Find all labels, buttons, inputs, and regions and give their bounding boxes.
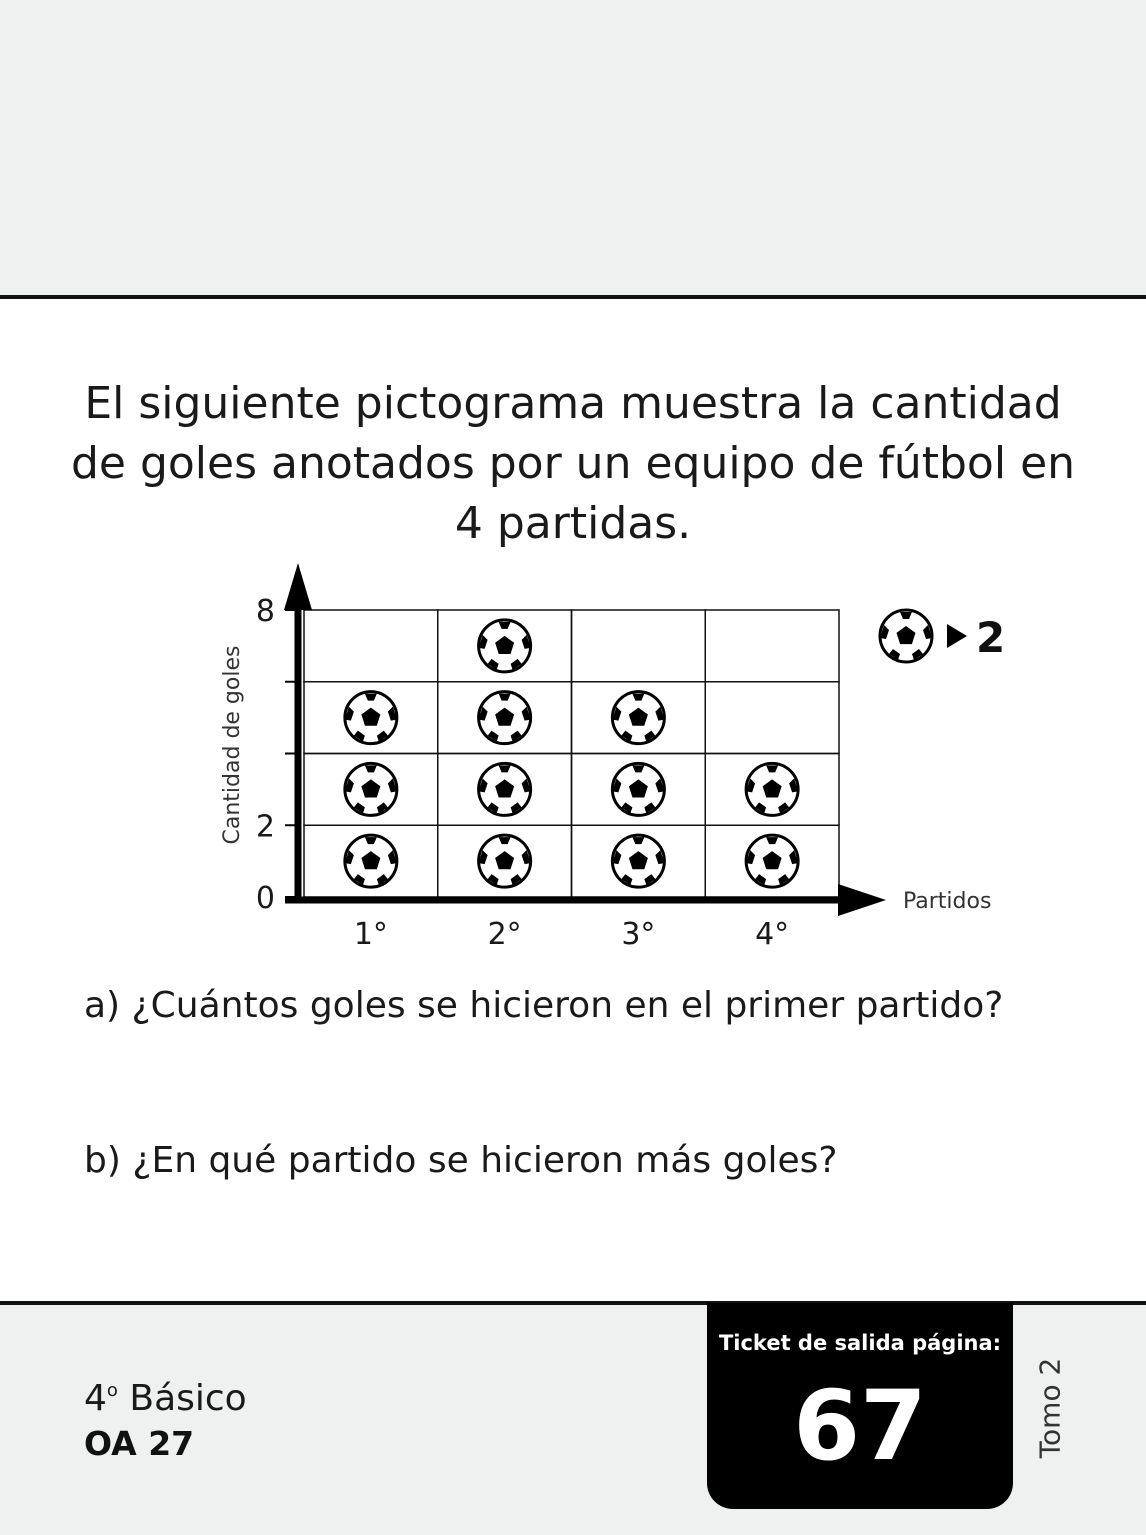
x-tick-label: 2° bbox=[487, 917, 522, 952]
grade-ordinal: o bbox=[106, 1380, 118, 1401]
soccer-ball-icon bbox=[345, 692, 397, 744]
intro-text: El siguiente pictograma muestra la cantidad de goles anotados por un equipo de fútbol en 4 partidas. bbox=[70, 378, 1076, 549]
x-tick-label: 4° bbox=[755, 917, 790, 952]
y-axis-arrow bbox=[284, 563, 312, 610]
grid-cell bbox=[705, 682, 839, 754]
y-axis-label: Cantidad de goles bbox=[220, 645, 245, 845]
legend-value: 2 bbox=[976, 613, 1006, 662]
learning-objective: OA 27 bbox=[84, 1424, 195, 1463]
grid-cell bbox=[572, 610, 706, 682]
soccer-ball-icon bbox=[479, 835, 531, 887]
soccer-ball-icon bbox=[746, 835, 798, 887]
soccer-ball-icon bbox=[479, 692, 531, 744]
grade-text: Básico bbox=[129, 1378, 247, 1419]
soccer-ball-icon bbox=[479, 763, 531, 815]
y-tick-label: 2 bbox=[255, 809, 275, 845]
x-tick-label: 3° bbox=[621, 917, 656, 952]
exit-ticket-box bbox=[707, 1303, 1013, 1509]
y-tick-label: 8 bbox=[255, 594, 275, 629]
ticket-page-number: 67 bbox=[793, 1370, 927, 1482]
question-a: a) ¿Cuántos goles se hicieron en el primer partido? bbox=[84, 985, 1004, 1026]
grade-number: 4 bbox=[84, 1378, 107, 1419]
legend-arrow bbox=[947, 624, 967, 648]
soccer-ball-icon bbox=[612, 763, 664, 815]
soccer-ball-icon bbox=[345, 835, 397, 887]
legend-soccer-ball-icon bbox=[880, 610, 932, 662]
grade-level bbox=[84, 1378, 247, 1419]
x-tick-label: 1° bbox=[353, 917, 388, 952]
soccer-ball-icon bbox=[479, 620, 531, 672]
soccer-ball-icon bbox=[746, 763, 798, 815]
soccer-ball-icon bbox=[612, 835, 664, 887]
volume-label: Tomo 2 bbox=[1033, 1357, 1067, 1459]
soccer-ball-icon bbox=[345, 763, 397, 815]
ticket-label: Ticket de salida página: bbox=[718, 1331, 1002, 1355]
x-axis-label: Partidos bbox=[903, 889, 992, 914]
soccer-ball-icon bbox=[612, 692, 664, 744]
y-tick-label: 0 bbox=[255, 881, 275, 916]
grid-cell bbox=[705, 610, 839, 682]
grid-cell bbox=[304, 610, 438, 682]
question-b: b) ¿En qué partido se hicieron más goles? bbox=[84, 1140, 838, 1181]
x-axis-arrow bbox=[838, 884, 886, 916]
